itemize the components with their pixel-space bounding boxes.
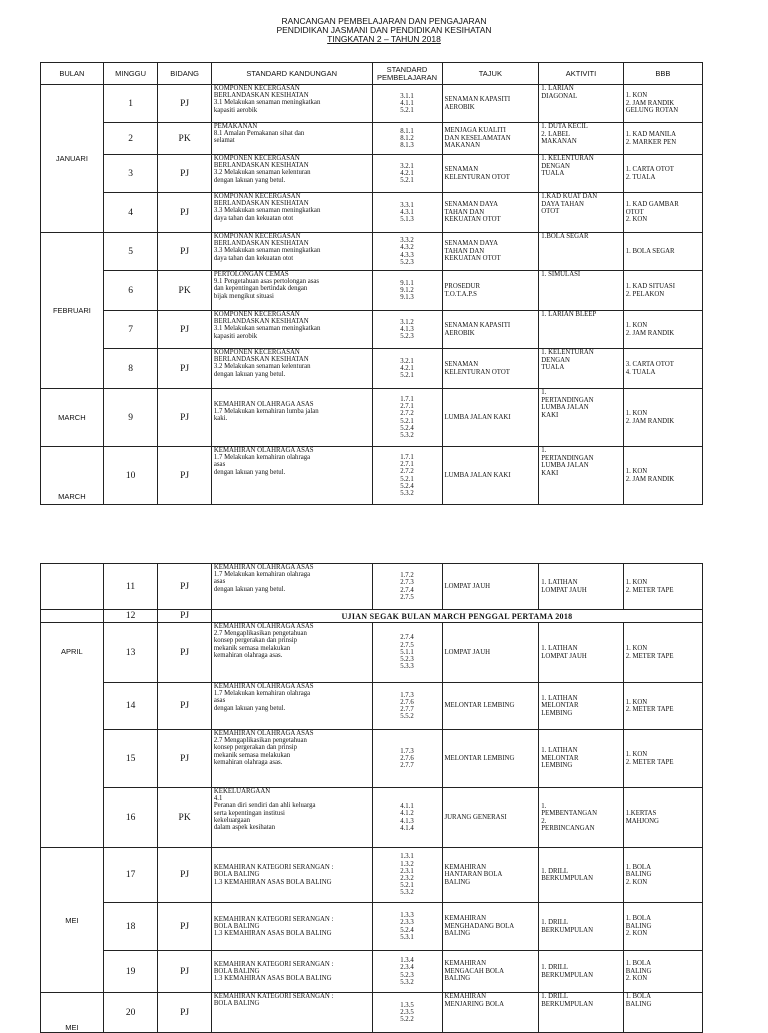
bbb-cell: 1. BOLA BALING — [623, 993, 702, 1033]
minggu-cell: 17 — [103, 848, 158, 903]
table-row — [41, 730, 703, 788]
aktiviti-cell: 1. KELENTURAN DENGAN TUALA — [539, 349, 623, 389]
tajuk-cell: SENAMAN KELENTURAN OTOT — [442, 349, 539, 389]
bidang-cell: PJ — [158, 610, 212, 623]
standard-pembelajaran-cell: 8.1.1 8.1.2 8.1.3 — [372, 123, 442, 155]
standard-pembelajaran-cell: 3.1.1 4.1.1 5.2.1 — [372, 85, 442, 123]
standard-pembelajaran-cell: 1.7.1 2.7.1 2.7.2 5.2.1 5.2.4 5.3.2 — [372, 447, 442, 505]
standard-kandungan-cell: KOMPONAN KECERGASAN BERLANDASKAN KESIHATAN 3.3 Melakukan senaman meningkatkan daya tahan dan kekuatan otot — [211, 193, 372, 233]
minggu-cell: 14 — [103, 683, 158, 730]
standard-kandungan-cell: PEMAKANAN 8.1 Amalan Pemakanan sihat dan selamat — [211, 123, 372, 155]
table-row — [41, 610, 703, 623]
tajuk-cell: KEMAHIRAN HANTARAN BOLA BALING — [442, 848, 539, 903]
ujian-segak-banner: UJIAN SEGAK BULAN MARCH PENGGAL PERTAMA 2018 — [211, 610, 702, 623]
standard-kandungan-cell: KEMAHIRAN OLAHRAGA ASAS 2.7 Mengaplikasikan pengetahuan konsep pergerakan dan prinsip mekanik semasa melakukan kemahiran olahraga asas. — [211, 730, 372, 788]
standard-pembelajaran-cell: 1.7.3 2.7.6 2.7.7 — [372, 730, 442, 788]
table-row — [41, 788, 703, 848]
table-row — [41, 683, 703, 730]
aktiviti-cell: 1. SIMULASI — [539, 271, 623, 311]
tajuk-cell: LUMBA JALAN KAKI — [442, 447, 539, 505]
bidang-cell: PK — [158, 271, 212, 311]
standard-kandungan-cell: KEMAHIRAN KATEGORI SERANGAN : BOLA BALING 1.3 KEMAHIRAN ASAS BOLA BALING — [211, 903, 372, 951]
bbb-cell: 1. KON 2. JAM RANDIK — [623, 311, 702, 349]
bidang-cell: PJ — [158, 623, 212, 683]
bbb-cell: 1.KERTAS MAHJONG — [623, 788, 702, 848]
standard-kandungan-cell: KEMAHIRAN KATEGORI SERANGAN : BOLA BALING 1.3 KEMAHIRAN ASAS BOLA BALING — [211, 848, 372, 903]
minggu-cell: 9 — [103, 389, 158, 447]
col-bidang: BIDANG — [158, 63, 212, 85]
aktiviti-cell: 1. LATIHAN MELONTAR LEMBING — [539, 683, 623, 730]
aktiviti-cell: 1. LATIHAN LOMPAT JAUH — [539, 623, 623, 683]
standard-pembelajaran-cell: 3.1.2 4.1.3 5.2.3 — [372, 311, 442, 349]
standard-pembelajaran-cell: 1.7.3 2.7.6 2.7.7 5.5.2 — [372, 683, 442, 730]
table-row — [41, 389, 703, 447]
standard-kandungan-cell: KOMPONAN KECERGASAN BERLANDASKAN KESIHATAN 3.3 Melakukan senaman meningkatkan daya tahan dan kekuatan otot — [211, 233, 372, 271]
standard-kandungan-cell: KEMAHIRAN OLAHRAGA ASAS 1.7 Melakukan kemahiran olahraga asas dengan lakuan yang betul. — [211, 683, 372, 730]
minggu-cell: 2 — [103, 123, 158, 155]
tajuk-cell: KEMAHIRAN MENGACAH BOLA BALING — [442, 951, 539, 993]
col-standard-kandungan: STANDARD KANDUNGAN — [211, 63, 372, 85]
bidang-cell: PK — [158, 788, 212, 848]
aktiviti-cell: 1. LARIAN BLEEP — [539, 311, 623, 349]
bidang-cell: PK — [158, 123, 212, 155]
bidang-cell: PJ — [158, 447, 212, 505]
bidang-cell: PJ — [158, 730, 212, 788]
tajuk-cell: SENAMAN DAYA TAHAN DAN KEKUATAN OTOT — [442, 233, 539, 271]
table-row — [41, 447, 703, 505]
standard-pembelajaran-cell: 1.3.3 2.3.3 5.2.4 5.3.1 — [372, 903, 442, 951]
table-row — [41, 623, 703, 683]
bidang-cell: PJ — [158, 564, 212, 610]
table-row — [41, 848, 703, 903]
standard-kandungan-cell: KEMAHIRAN KATEGORI SERANGAN : BOLA BALING 1.3 KEMAHIRAN ASAS BOLA BALING — [211, 951, 372, 993]
minggu-cell: 5 — [103, 233, 158, 271]
table-row — [41, 85, 703, 123]
aktiviti-cell: 1. LATIHAN LOMPAT JAUH — [539, 564, 623, 610]
minggu-cell: 3 — [103, 155, 158, 193]
standard-kandungan-cell: KEMAHIRAN KATEGORI SERANGAN : BOLA BALING — [211, 993, 372, 1033]
standard-kandungan-cell: KEMAHIRAN OLAHRAGA ASAS 1.7 Melakukan kemahiran lumba jalan kaki. — [211, 389, 372, 447]
table-row — [41, 951, 703, 993]
standard-kandungan-cell: KOMPONEN KECERGASAN BERLANDASKAN KESIHATAN 3.2 Melakukan senaman kelenturan dengan lakuan yang betul. — [211, 349, 372, 389]
standard-pembelajaran-cell: 3.3.2 4.3.2 4.3.3 5.2.3 — [372, 233, 442, 271]
minggu-cell: 8 — [103, 349, 158, 389]
table-header-row — [41, 63, 703, 85]
tajuk-cell: LOMPAT JAUH — [442, 623, 539, 683]
table-row — [41, 993, 703, 1033]
minggu-cell: 12 — [103, 610, 158, 623]
tajuk-cell: PROSEDUR T.O.T.A.P.S — [442, 271, 539, 311]
tajuk-cell: MELONTAR LEMBING — [442, 730, 539, 788]
bidang-cell: PJ — [158, 193, 212, 233]
bidang-cell: PJ — [158, 85, 212, 123]
table-row — [41, 564, 703, 610]
aktiviti-cell: 1. DRILL BERKUMPULAN — [539, 903, 623, 951]
header-line2: PENDIDIKAN JASMANI DAN PENDIDIKAN KESIHATAN — [276, 25, 492, 35]
bbb-cell: 1. KAD MANILA 2. MARKER PEN — [623, 123, 702, 155]
minggu-cell: 7 — [103, 311, 158, 349]
aktiviti-cell: 1. PEMBENTANGAN 2. PERBINCANGAN — [539, 788, 623, 848]
minggu-cell: 15 — [103, 730, 158, 788]
standard-pembelajaran-cell: 1.3.1 1.3.2 2.3.1 2.3.2 5.2.1 5.3.2 — [372, 848, 442, 903]
aktiviti-cell: 1. DRILL BERKUMPULAN — [539, 951, 623, 993]
standard-pembelajaran-cell: 1.3.4 2.3.4 5.2.3 5.3.2 — [372, 951, 442, 993]
tajuk-cell: KEMAHIRAN MENGHADANG BOLA BALING — [442, 903, 539, 951]
table-row — [41, 155, 703, 193]
aktiviti-cell: 1. LATIHAN MELONTAR LEMBING — [539, 730, 623, 788]
standard-pembelajaran-cell: 2.7.4 2.7.5 5.1.1 5.2.3 5.3.3 — [372, 623, 442, 683]
minggu-cell: 18 — [103, 903, 158, 951]
table-row — [41, 311, 703, 349]
standard-pembelajaran-cell: 1.7.2 2.7.3 2.7.4 2.7.5 — [372, 564, 442, 610]
bbb-cell: 1. KON 2. JAM RANDIK GELUNG ROTAN — [623, 85, 702, 123]
bidang-cell: PJ — [158, 683, 212, 730]
tajuk-cell: MELONTAR LEMBING — [442, 683, 539, 730]
col-bbb: BBB — [623, 63, 702, 85]
month-march: MARCH — [41, 389, 104, 447]
tajuk-cell: SENAMAN KAPASITI AEROBIK — [442, 85, 539, 123]
minggu-cell: 1 — [103, 85, 158, 123]
table-row — [41, 193, 703, 233]
tajuk-cell: LUMBA JALAN KAKI — [442, 389, 539, 447]
bbb-cell: 1. CARTA OTOT 2. TUALA — [623, 155, 702, 193]
tajuk-cell: MENJAGA KUALITI DAN KESELAMATAN MAKANAN — [442, 123, 539, 155]
minggu-cell: 10 — [103, 447, 158, 505]
table-row — [41, 349, 703, 389]
minggu-cell: 20 — [103, 993, 158, 1033]
standard-kandungan-cell: KEMAHIRAN OLAHRAGA ASAS 1.7 Melakukan kemahiran olahraga asas dengan lakuan yang betul. — [211, 447, 372, 505]
standard-pembelajaran-cell: 1.3.5 2.3.5 5.2.2 — [372, 993, 442, 1033]
month-mei: MEI — [41, 993, 104, 1033]
month-empty — [41, 564, 104, 610]
bbb-cell: 1. KON 2. METER TAPE — [623, 623, 702, 683]
standard-kandungan-cell: KOMPONEN KECERGASAN BERLANDASKAN KESIHATAN 3.1 Melakukan senaman meningkatkan kapasiti aerobik — [211, 311, 372, 349]
minggu-cell: 6 — [103, 271, 158, 311]
aktiviti-cell: 1. KELENTURAN DENGAN TUALA — [539, 155, 623, 193]
aktiviti-cell: 1. LARIAN DIAGONAL — [539, 85, 623, 123]
table-row — [41, 271, 703, 311]
col-aktiviti: AKTIVITI — [539, 63, 623, 85]
minggu-cell: 4 — [103, 193, 158, 233]
bbb-cell: 1. KAD GAMBAR OTOT 2. KON — [623, 193, 702, 233]
tajuk-cell: JURANG GENERASI — [442, 788, 539, 848]
bidang-cell: PJ — [158, 311, 212, 349]
header-line3: TINGKATAN 2 – TAHUN 2018 — [327, 34, 441, 44]
header-line1: RANCANGAN PEMBELAJARAN DAN PENGAJARAN — [281, 16, 487, 26]
tajuk-cell: KEMAHIRAN MENJARING BOLA — [442, 993, 539, 1033]
aktiviti-cell: 1.BOLA SEGAR — [539, 233, 623, 271]
month-march: MARCH — [41, 447, 104, 505]
bbb-cell: 1. KON 2. JAM RANDIK — [623, 389, 702, 447]
tajuk-cell: SENAMAN KAPASITI AEROBIK — [442, 311, 539, 349]
bidang-cell: PJ — [158, 993, 212, 1033]
bidang-cell: PJ — [158, 155, 212, 193]
bbb-cell: 3. CARTA OTOT 4. TUALA — [623, 349, 702, 389]
bbb-cell: 1. BOLA BALING 2. KON — [623, 848, 702, 903]
tajuk-cell: SENAMAN KELENTURAN OTOT — [442, 155, 539, 193]
col-standard-pembelajaran: STANDARD PEMBELAJARAN — [372, 63, 442, 85]
bidang-cell: PJ — [158, 951, 212, 993]
minggu-cell: 13 — [103, 623, 158, 683]
minggu-cell: 11 — [103, 564, 158, 610]
bidang-cell: PJ — [158, 349, 212, 389]
standard-pembelajaran-cell: 3.2.1 4.2.1 5.2.1 — [372, 155, 442, 193]
bbb-cell: 1. KON 2. METER TAPE — [623, 564, 702, 610]
minggu-cell: 19 — [103, 951, 158, 993]
aktiviti-cell: 1. DUTA KECIL 2. LABEL MAKANAN — [539, 123, 623, 155]
month-januari: JANUARI — [41, 85, 104, 233]
standard-kandungan-cell: PERTOLONGAN CEMAS 9.1 Pengetahuan asas pertolongan asas dan kepentingan bertindak dengan bijak mengikut situasi — [211, 271, 372, 311]
aktiviti-cell: 1. DRILL BERKUMPULAN — [539, 993, 623, 1033]
standard-kandungan-cell: KEKELUARGAAN 4.1 Peranan diri sendiri dan ahli keluarga serta kepentingan institusi kekeluargaan dalam aspek kesihatan — [211, 788, 372, 848]
col-tajuk: TAJUK — [442, 63, 539, 85]
standard-pembelajaran-cell: 1.7.1 2.7.1 2.7.2 5.2.1 5.2.4 5.3.2 — [372, 389, 442, 447]
table-row — [41, 123, 703, 155]
standard-kandungan-cell: KEMAHIRAN OLAHRAGA ASAS 1.7 Melakukan kemahiran olahraga asas dengan lakuan yang betul. — [211, 564, 372, 610]
month-empty — [41, 610, 104, 623]
col-bulan: BULAN — [41, 63, 104, 85]
bidang-cell: PJ — [158, 848, 212, 903]
aktiviti-cell: 1. DRILL BERKUMPULAN — [539, 848, 623, 903]
plan-table-2 — [40, 563, 703, 1033]
bidang-cell: PJ — [158, 903, 212, 951]
standard-pembelajaran-cell: 3.3.1 4.3.1 5.1.3 — [372, 193, 442, 233]
month-april: APRIL — [41, 623, 104, 848]
bidang-cell: PJ — [158, 233, 212, 271]
standard-kandungan-cell: KOMPONEN KECERGASAN BERLANDASKAN KESIHATAN 3.1 Melakukan senaman meningkatkan kapasiti aerobik — [211, 85, 372, 123]
standard-pembelajaran-cell: 4.1.1 4.1.2 4.1.3 4.1.4 — [372, 788, 442, 848]
document-header — [0, 17, 768, 44]
bbb-cell: 1. BOLA BALING 2. KON — [623, 903, 702, 951]
bbb-cell: 1. KON 2. METER TAPE — [623, 683, 702, 730]
standard-pembelajaran-cell: 9.1.1 9.1.2 9.1.3 — [372, 271, 442, 311]
tajuk-cell: SENAMAN DAYA TAHAN DAN KEKUATAN OTOT — [442, 193, 539, 233]
month-februari: FEBRUARI — [41, 233, 104, 389]
tajuk-cell: LOMPAT JAUH — [442, 564, 539, 610]
bidang-cell: PJ — [158, 389, 212, 447]
standard-pembelajaran-cell: 3.2.1 4.2.1 5.2.1 — [372, 349, 442, 389]
aktiviti-cell: 1. PERTANDINGAN LUMBA JALAN KAKI — [539, 447, 623, 505]
minggu-cell: 16 — [103, 788, 158, 848]
table-row — [41, 233, 703, 271]
standard-kandungan-cell: KOMPONEN KECERGASAN BERLANDASKAN KESIHATAN 3.2 Melakukan senaman kelenturan dengan lakuan yang betul. — [211, 155, 372, 193]
table-row — [41, 903, 703, 951]
bbb-cell: 1. BOLA BALING 2. KON — [623, 951, 702, 993]
bbb-cell: 1. BOLA SEGAR — [623, 233, 702, 271]
bbb-cell: 1. KON 2. JAM RANDIK — [623, 447, 702, 505]
standard-kandungan-cell: KEMAHIRAN OLAHRAGA ASAS 2.7 Mengaplikasikan pengetahuan konsep pergerakan dan prinsip mekanik semasa melakukan kemahiran olahraga asas. — [211, 623, 372, 683]
col-minggu: MINGGU — [103, 63, 158, 85]
month-mei: MEI — [41, 848, 104, 993]
bbb-cell: 1. KON 2. METER TAPE — [623, 730, 702, 788]
plan-table-1 — [40, 62, 703, 505]
aktiviti-cell: 1.KAD KUAT DAN DAYA TAHAN OTOT — [539, 193, 623, 233]
bbb-cell: 1. KAD SITUASI 2. PELAKON — [623, 271, 702, 311]
aktiviti-cell: 1. PERTANDINGAN LUMBA JALAN KAKI — [539, 389, 623, 447]
